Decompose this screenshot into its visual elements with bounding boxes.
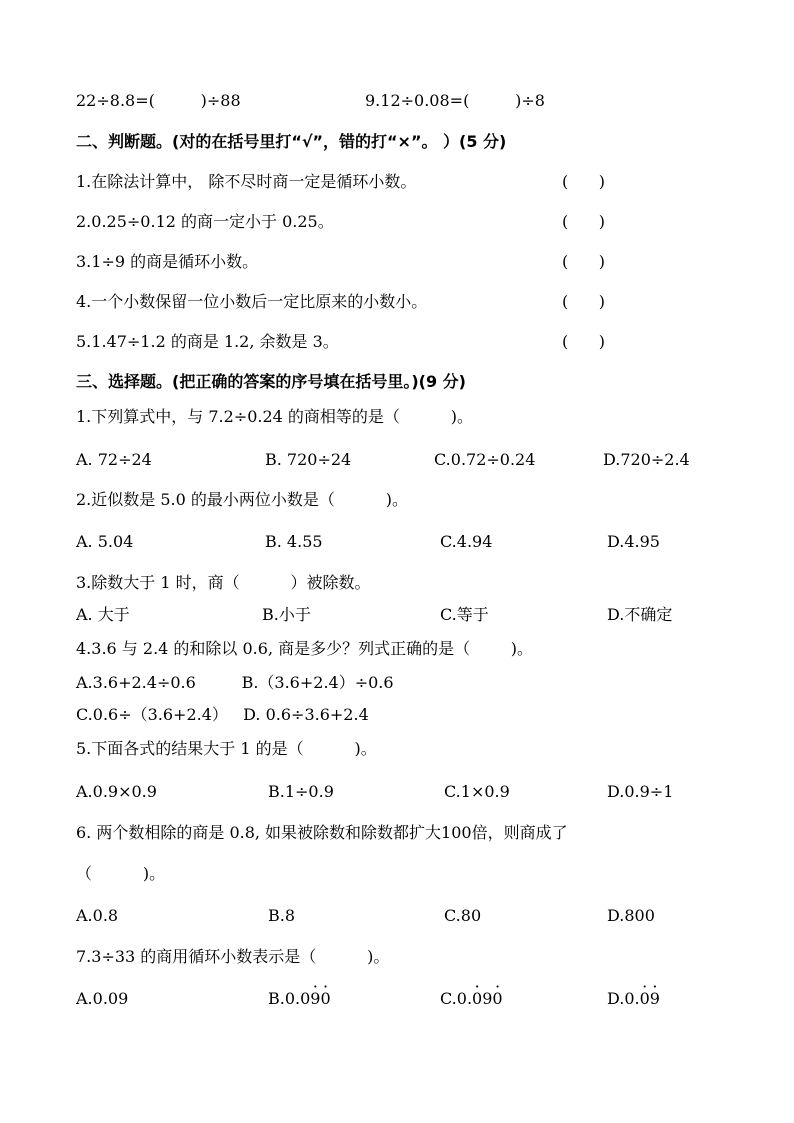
q2-option-d[interactable]: D.4.95 (607, 532, 660, 551)
choice-q6: 6. 两个数相除的商是 0.8, 如果被除数和除数都扩大100倍，则商成了 (76, 823, 568, 842)
q7-option-d[interactable] (607, 989, 660, 1009)
q7-c-prefix: C.0. (440, 989, 473, 1008)
choice-q6-continued: （ )。 (76, 864, 166, 883)
q2-option-a[interactable]: A. 5.04 (76, 532, 134, 551)
q3-option-a[interactable]: A. 大于 (76, 605, 130, 624)
section3-heading: 三、选择题。(把正确的答案的序号填在括号里。)(9 分) (76, 372, 466, 391)
choice-q4: 4.3.6 与 2.4 的和除以 0.6, 商是多少？列式正确的是（ )。 (76, 639, 534, 658)
q2-option-c[interactable]: C.4.94 (440, 532, 493, 551)
judge-item-1: 1.在除法计算中， 除不尽时商一定是循环小数。 (76, 172, 417, 191)
q7-option-b[interactable] (268, 989, 331, 1009)
fill-blank-right: 9.12÷0.08=( )÷8 (365, 91, 545, 110)
judge-item-5: 5.1.47÷1.2 的商是 1.2, 余数是 3。 (76, 332, 339, 351)
q7-c-middle: 9 (482, 989, 493, 1008)
judge-answer-5[interactable]: ( ) (562, 332, 605, 351)
q5-option-d[interactable]: D.0.9÷1 (607, 782, 674, 801)
choice-q7: 7.3÷33 的商用循环小数表示是（ )。 (76, 947, 390, 966)
q7-option-a[interactable]: A.0.09 (76, 989, 129, 1008)
q6-option-c[interactable]: C.80 (444, 906, 482, 925)
q1-option-a[interactable]: A. 72÷24 (76, 450, 152, 469)
judge-answer-2[interactable]: ( ) (562, 212, 605, 231)
choice-q3: 3.除数大于 1 时，商（ ）被除数。 (76, 573, 371, 592)
q7-d-prefix: D.0. (607, 989, 640, 1008)
q7-b-prefix: B.0.0 (268, 989, 311, 1008)
judge-answer-4[interactable]: ( ) (562, 292, 605, 311)
q3-option-d[interactable]: D.不确定 (607, 605, 673, 624)
q7-c-repeat-end: · 0 (492, 989, 502, 1009)
q6-option-b[interactable]: B.8 (268, 906, 296, 925)
q7-b-repeat-start: · 9 (310, 989, 320, 1009)
q7-d-repeat-start: · 0 (640, 989, 650, 1009)
q5-option-b[interactable]: B.1÷0.9 (268, 782, 334, 801)
q3-option-c[interactable]: C.等于 (440, 605, 489, 624)
judge-item-3: 3.1÷9 的商是循环小数。 (76, 252, 259, 271)
q7-c-repeat-start: · 0 (472, 989, 482, 1009)
judge-item-2: 2.0.25÷0.12 的商一定小于 0.25。 (76, 212, 334, 231)
judge-item-4: 4.一个小数保留一位小数后一定比原来的小数小。 (76, 292, 428, 311)
q2-option-b[interactable]: B. 4.55 (265, 532, 323, 551)
choice-q5: 5.下面各式的结果大于 1 的是（ )。 (76, 739, 377, 758)
q4-options-line1[interactable]: A.3.6+2.4÷0.6 B.（3.6+2.4）÷0.6 (76, 673, 394, 692)
q6-option-a[interactable]: A.0.8 (76, 906, 119, 925)
q6-option-d[interactable]: D.800 (607, 906, 655, 925)
q5-option-c[interactable]: C.1×0.9 (444, 782, 510, 801)
choice-q1: 1.下列算式中，与 7.2÷0.24 的商相等的是（ )。 (76, 407, 474, 426)
q3-option-b[interactable]: B.小于 (262, 605, 311, 624)
section2-heading: 二、判断题。(对的在括号里打“√”，错的打“×”。 ）(5 分) (76, 132, 507, 151)
q7-d-repeat-end: · 9 (650, 989, 660, 1009)
fill-blank-left: 22÷8.8=( )÷88 (76, 91, 241, 110)
q5-option-a[interactable]: A.0.9×0.9 (76, 782, 157, 801)
judge-answer-3[interactable]: ( ) (562, 252, 605, 271)
choice-q2: 2.近似数是 5.0 的最小两位小数是（ )。 (76, 490, 408, 509)
q1-option-c[interactable]: C.0.72÷0.24 (434, 450, 536, 469)
q1-option-b[interactable]: B. 720÷24 (265, 450, 352, 469)
q7-option-c[interactable] (440, 989, 503, 1009)
q7-b-repeat-end: · 0 (320, 989, 330, 1009)
q1-option-d[interactable]: D.720÷2.4 (603, 450, 690, 469)
judge-answer-1[interactable]: ( ) (562, 172, 605, 191)
q4-options-line2[interactable]: C.0.6÷（3.6+2.4） D. 0.6÷3.6+2.4 (76, 705, 369, 724)
